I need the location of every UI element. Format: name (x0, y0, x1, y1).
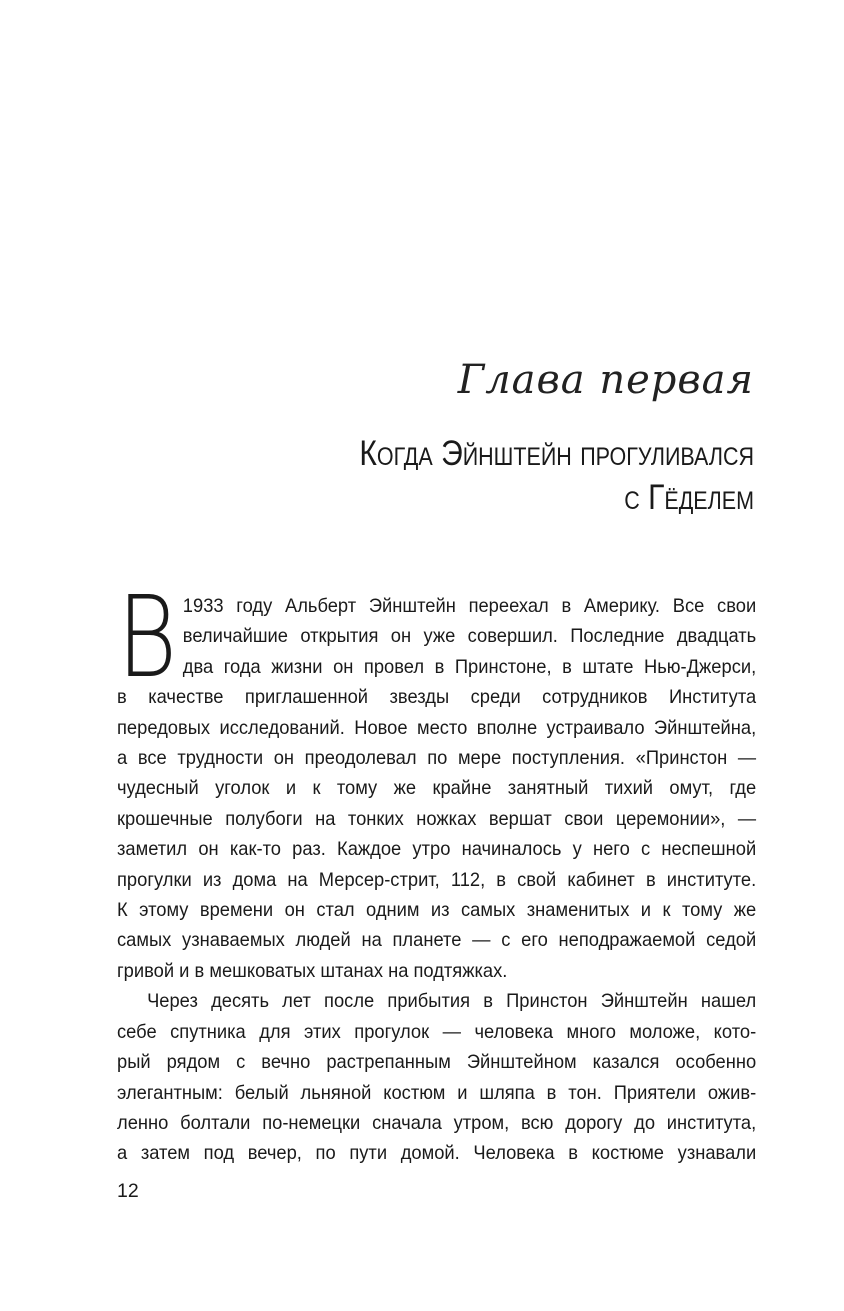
body-text (117, 591, 756, 1169)
text-line: прогулки из дома на Мерсер-стрит, 112, в свой кабинет в институте. (117, 868, 757, 891)
chapter-title-line: Когда Эйнштейн прогуливался (359, 434, 754, 473)
drop-cap: В (117, 573, 178, 703)
page-number: 12 (117, 1180, 139, 1202)
text-line: Через десять лет после прибытия в Принстон Эйнштейн нашел (147, 990, 757, 1013)
text-line: два года жизни он провел в Принстоне, в штате Нью-Джерси, (182, 655, 757, 678)
paragraph-1 (117, 591, 756, 986)
text-line: ленно болтали по-немецки сначала утром, всю дорогу до института, (117, 1111, 757, 1134)
text-line: величайшие открытия он уже совершил. Последние двадцать (182, 625, 757, 648)
chapter-label: Глава первая (457, 357, 754, 403)
text-line: 1933 году Альберт Эйнштейн переехал в Америку. Все свои (182, 595, 757, 617)
text-line: передовых исследований. Новое место вполне устраивало Эйнштейна, (117, 716, 757, 739)
text-line: чудесный уголок и к тому же крайне занятный тихий омут, где (117, 777, 757, 800)
chapter-title (272, 432, 754, 520)
paragraph-2 (117, 986, 756, 1168)
text-line: а затем под вечер, по пути домой. Человека в костюме узнавали (117, 1142, 757, 1165)
text-line: крошечные полубоги на тонких ножках вершат свои церемонии», — (117, 807, 757, 830)
text-line: гривой и в мешковатых штанах на подтяжках. (117, 959, 508, 982)
text-line: заметил он как-то раз. Каждое утро начиналось у него с неспешной (117, 838, 757, 861)
text-line: в качестве приглашенной звезды среди сотрудников Института (117, 686, 757, 709)
text-line: К этому времени он стал одним из самых знаменитых и к тому же (117, 899, 757, 922)
text-line: самых узнаваемых людей на планете — с его неподражаемой седой (117, 929, 757, 952)
text-line: а все трудности он преодолевал по мере поступления. «Принстон — (117, 747, 757, 770)
text-line: элегантным: белый льняной костюм и шляпа в тон. Приятели ожив- (117, 1081, 757, 1104)
text-line: рый рядом с вечно растрепанным Эйнштейном казался особенно (117, 1051, 757, 1074)
chapter-title-line: с Гёделем (624, 478, 754, 517)
text-line: себе спутника для этих прогулок — человека много моложе, кото- (117, 1020, 757, 1043)
